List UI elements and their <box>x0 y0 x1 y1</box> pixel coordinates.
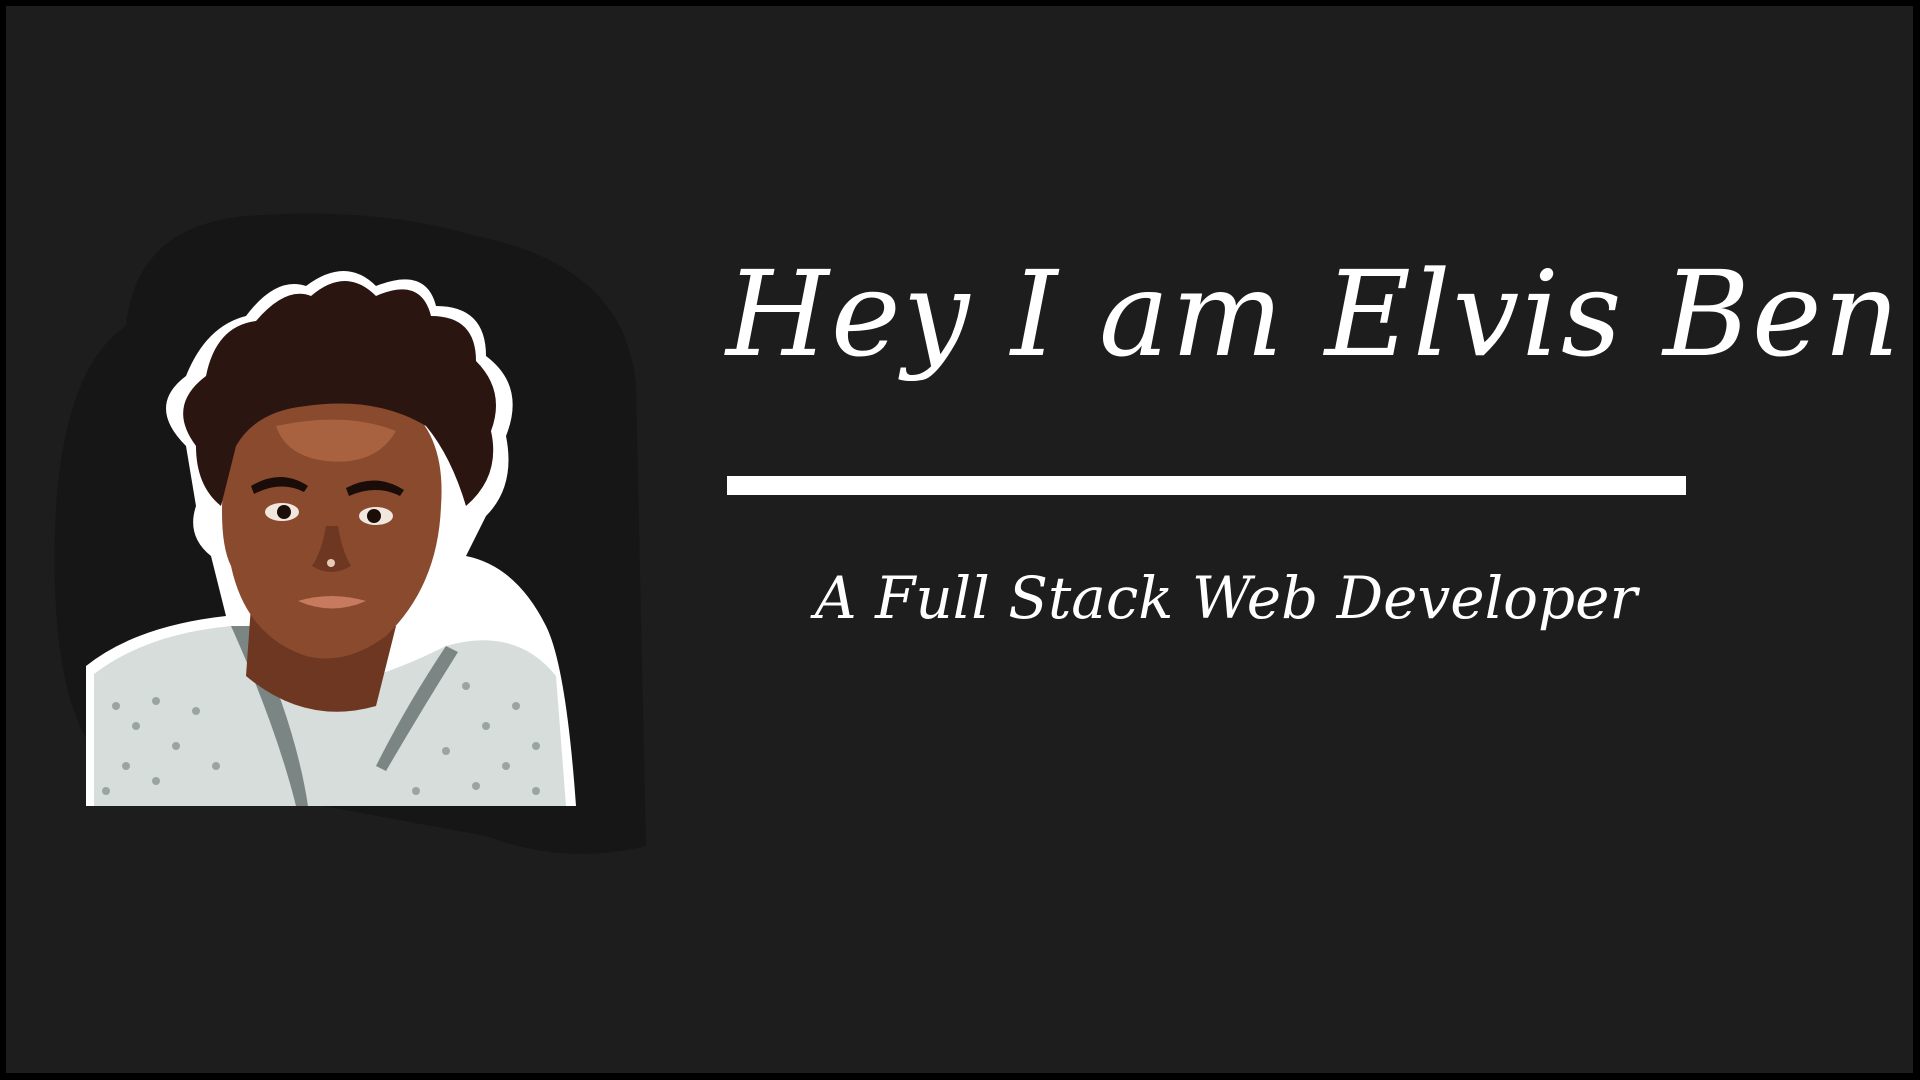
hero-subtitle: A Full Stack Web Developer <box>814 564 1638 632</box>
cartoon-portrait-avatar <box>46 206 646 866</box>
hero-section <box>6 6 1913 1073</box>
avatar <box>46 206 646 866</box>
title-divider <box>727 476 1686 495</box>
hero-title: Hey I am Elvis Ben <box>726 245 1902 383</box>
